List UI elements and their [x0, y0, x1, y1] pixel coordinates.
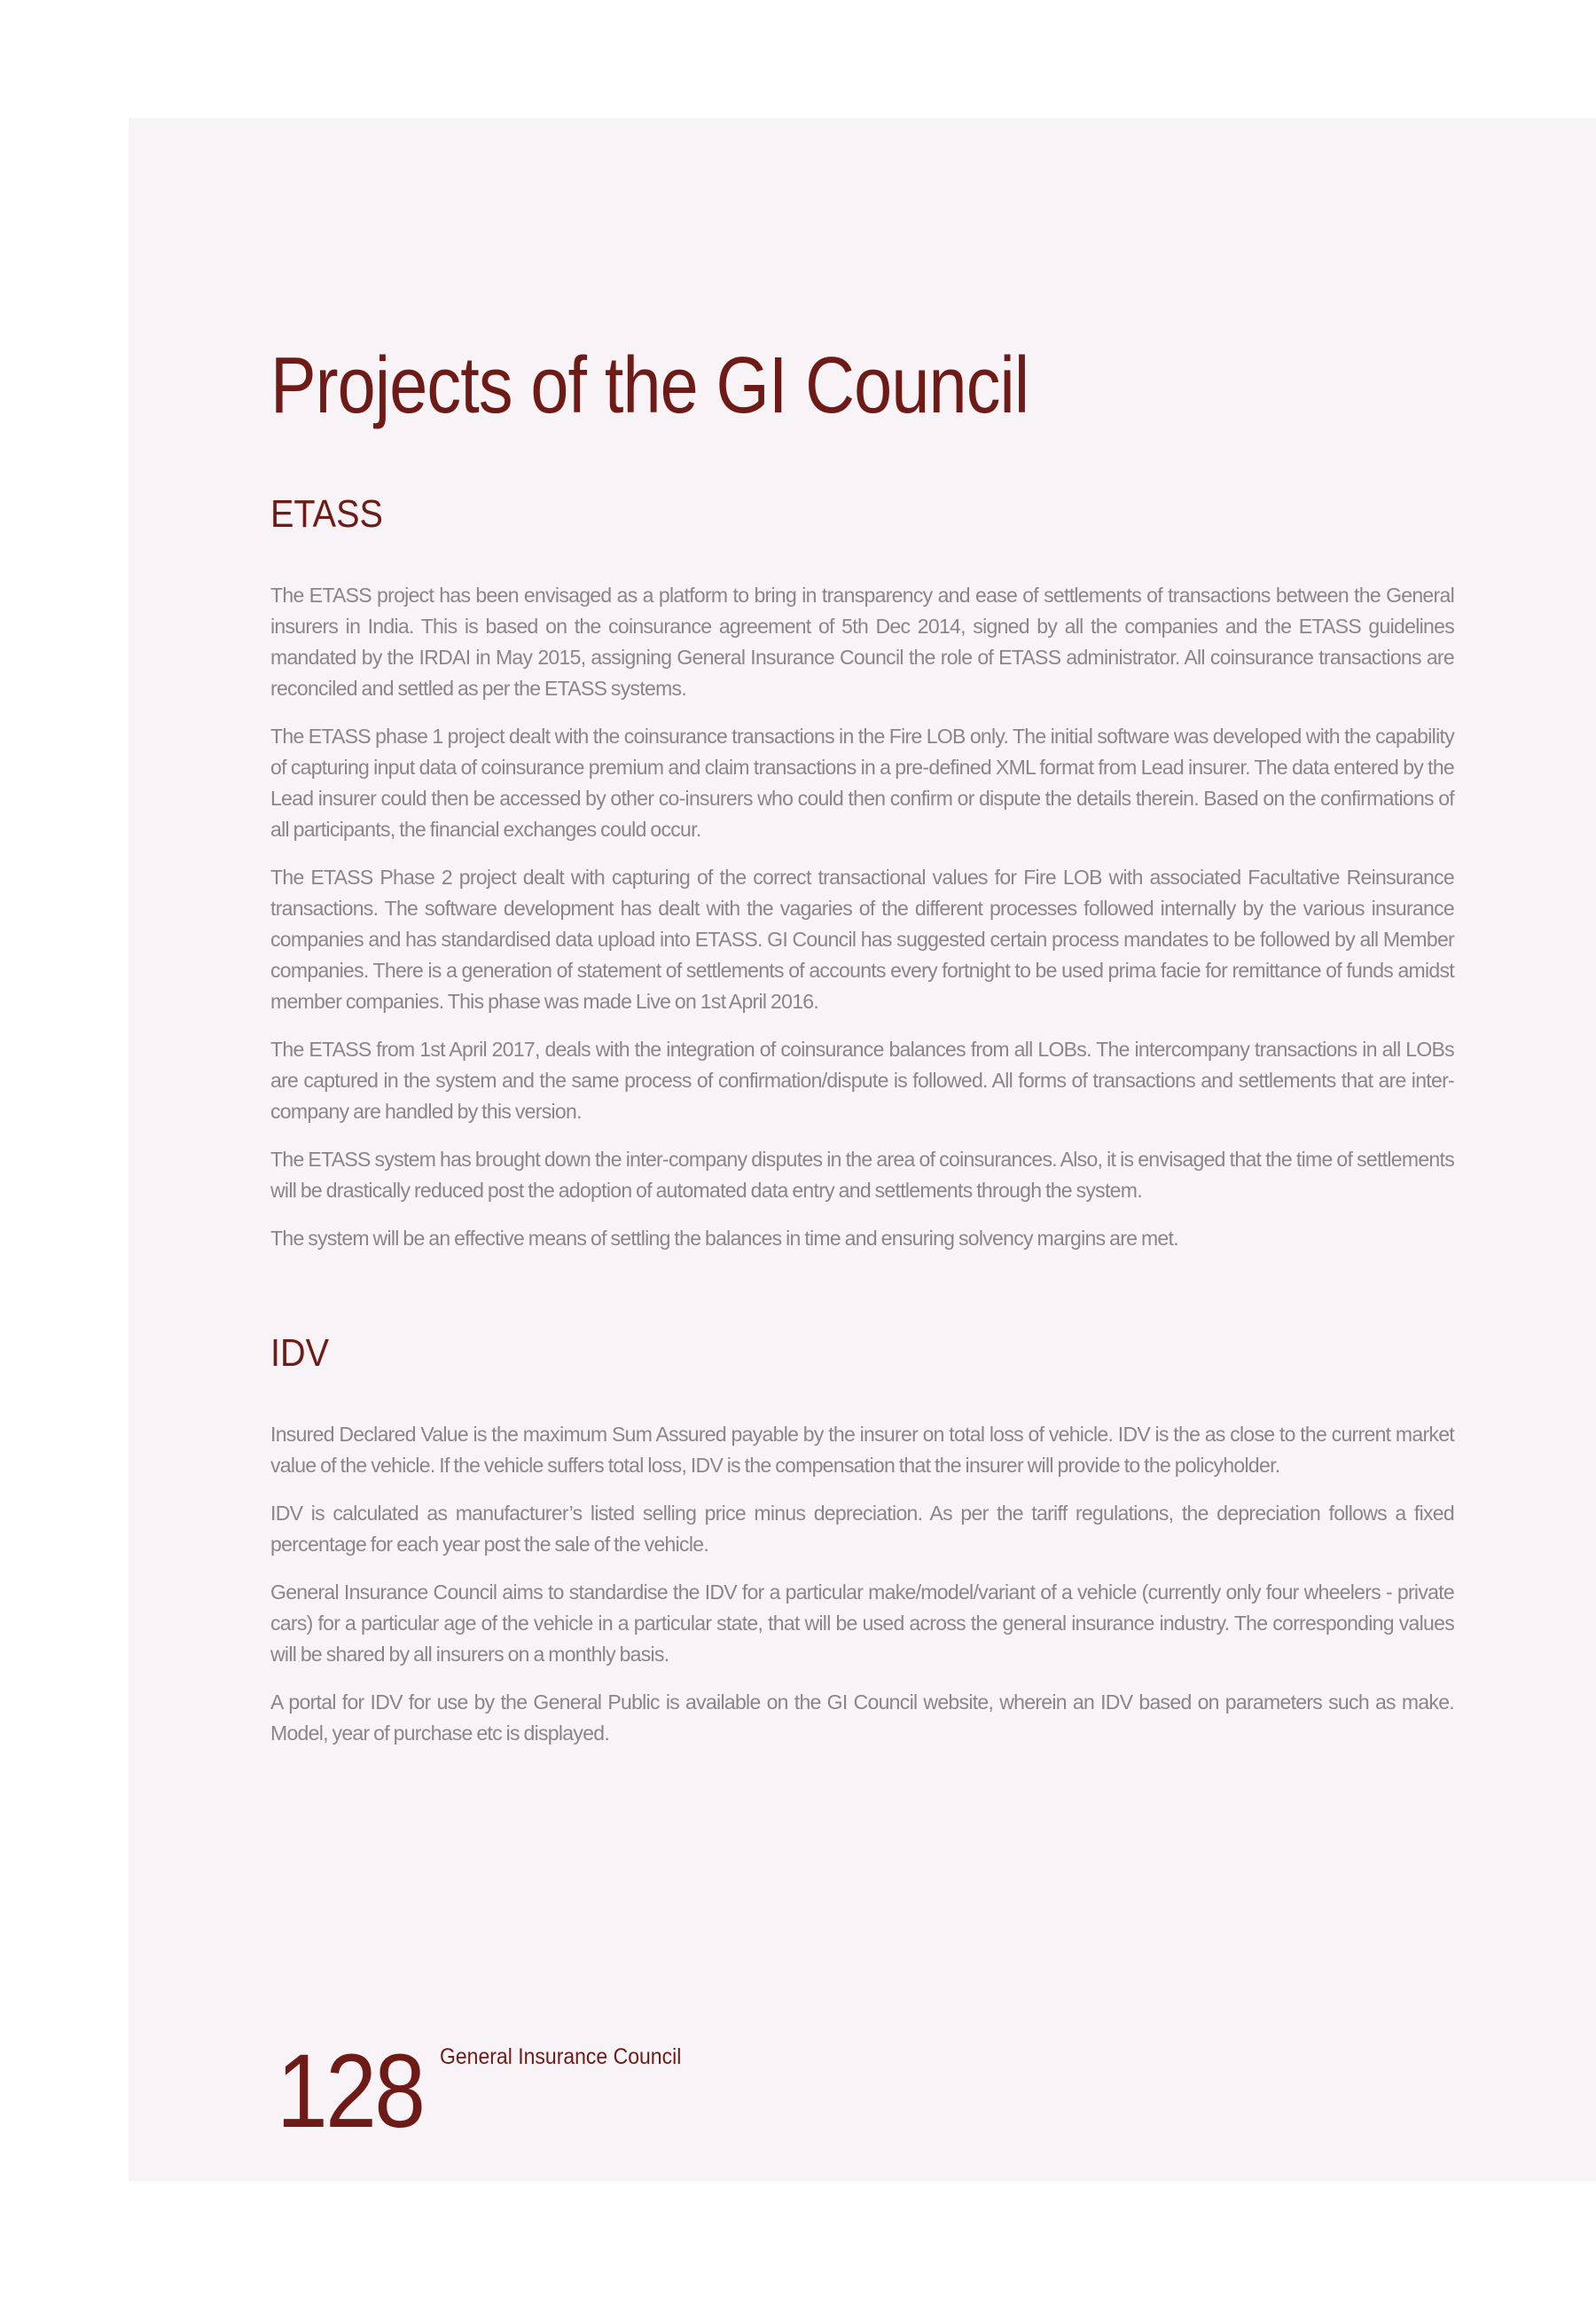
paragraph: General Insurance Council aims to standardise the IDV for a particular make/model/variant of a vehicle (currently only four wheelers - private cars) for a particular age of the vehicle in a particular state, that will be used across the general insurance industry. The corresponding values will be shared by all insurers on a monthly basis.	[270, 1580, 1454, 1666]
section-heading-etass: ETASS	[270, 492, 383, 536]
paragraph: The ETASS phase 1 project dealt with the coinsurance transactions in the Fire LOB only. The initial software was developed with the capability of capturing input data of coinsurance premium and claim transactions in a pre-defined XML format from Lead insurer. The data entered by the Lead insurer could then be accessed by other co-insurers who could then confirm or dispute the details therein. Based on the confirmations of all participants, the financial exchanges could occur.	[270, 725, 1454, 841]
paragraph: A portal for IDV for use by the General Public is available on the GI Council website, wherein an IDV based on parameters such as make. Model, year of purchase etc is displayed.	[270, 1690, 1454, 1745]
section-heading-idv: IDV	[270, 1331, 330, 1375]
paragraph: IDV is calculated as manufacturer’s listed selling price minus depreciation. As per the tariff regulations, the depreciation follows a fixed percentage for each year post the sale of the vehicle.	[270, 1502, 1454, 1556]
paragraph: The ETASS system has brought down the inter-company disputes in the area of coinsurances. Also, it is envisaged that the time of settlements will be drastically reduced post the adoption of automated data entry and settlements through the system.	[270, 1148, 1454, 1202]
paragraph: The system will be an effective means of settling the balances in time and ensuring solvency margins are met.	[270, 1227, 1178, 1250]
paragraph: Insured Declared Value is the maximum Sum Assured payable by the insurer on total loss of vehicle. IDV is the as close to the current market value of the vehicle. If the vehicle suffers total loss, IDV is the compensation that the insurer will provide to the policyholder.	[270, 1423, 1454, 1477]
page-footer	[277, 2033, 702, 2150]
paragraph: The ETASS project has been envisaged as a platform to bring in transparency and ease of settlements of transactions between the General insurers in India. This is based on the coinsurance agreement of 5th Dec 2014, signed by all the companies and the ETASS guidelines mandated by the IRDAI in May 2015, assigning General Insurance Council the role of ETASS administrator. All coinsurance transactions are reconciled and settled as per the ETASS systems.	[270, 584, 1454, 700]
footer-label: General Insurance Council	[440, 2044, 682, 2069]
section-body-idv	[270, 1419, 1454, 1749]
page-title: Projects of the GI Council	[270, 341, 1029, 430]
paragraph: The ETASS from 1st April 2017, deals with the integration of coinsurance balances from all LOBs. The intercompany transactions in all LOBs are captured in the system and the same process of confirmation/dispute is followed. All forms of transactions and settlements that are inter-company are handled by this version.	[270, 1038, 1454, 1123]
paragraph: The ETASS Phase 2 project dealt with capturing of the correct transactional values for Fire LOB with associated Facultative Reinsurance transactions. The software development has dealt with the vagaries of the different processes followed internally by the various insurance companies and has standardised data upload into ETASS. GI Council has suggested certain process mandates to be followed by all Member companies. There is a generation of statement of settlements of accounts every fortnight to be used prima facie for remittance of funds amidst member companies. This phase was made Live on 1st April 2016.	[270, 866, 1454, 1013]
page-content	[270, 337, 1454, 1766]
section-body-etass	[270, 580, 1454, 1254]
page-number: 128	[277, 2033, 424, 2150]
